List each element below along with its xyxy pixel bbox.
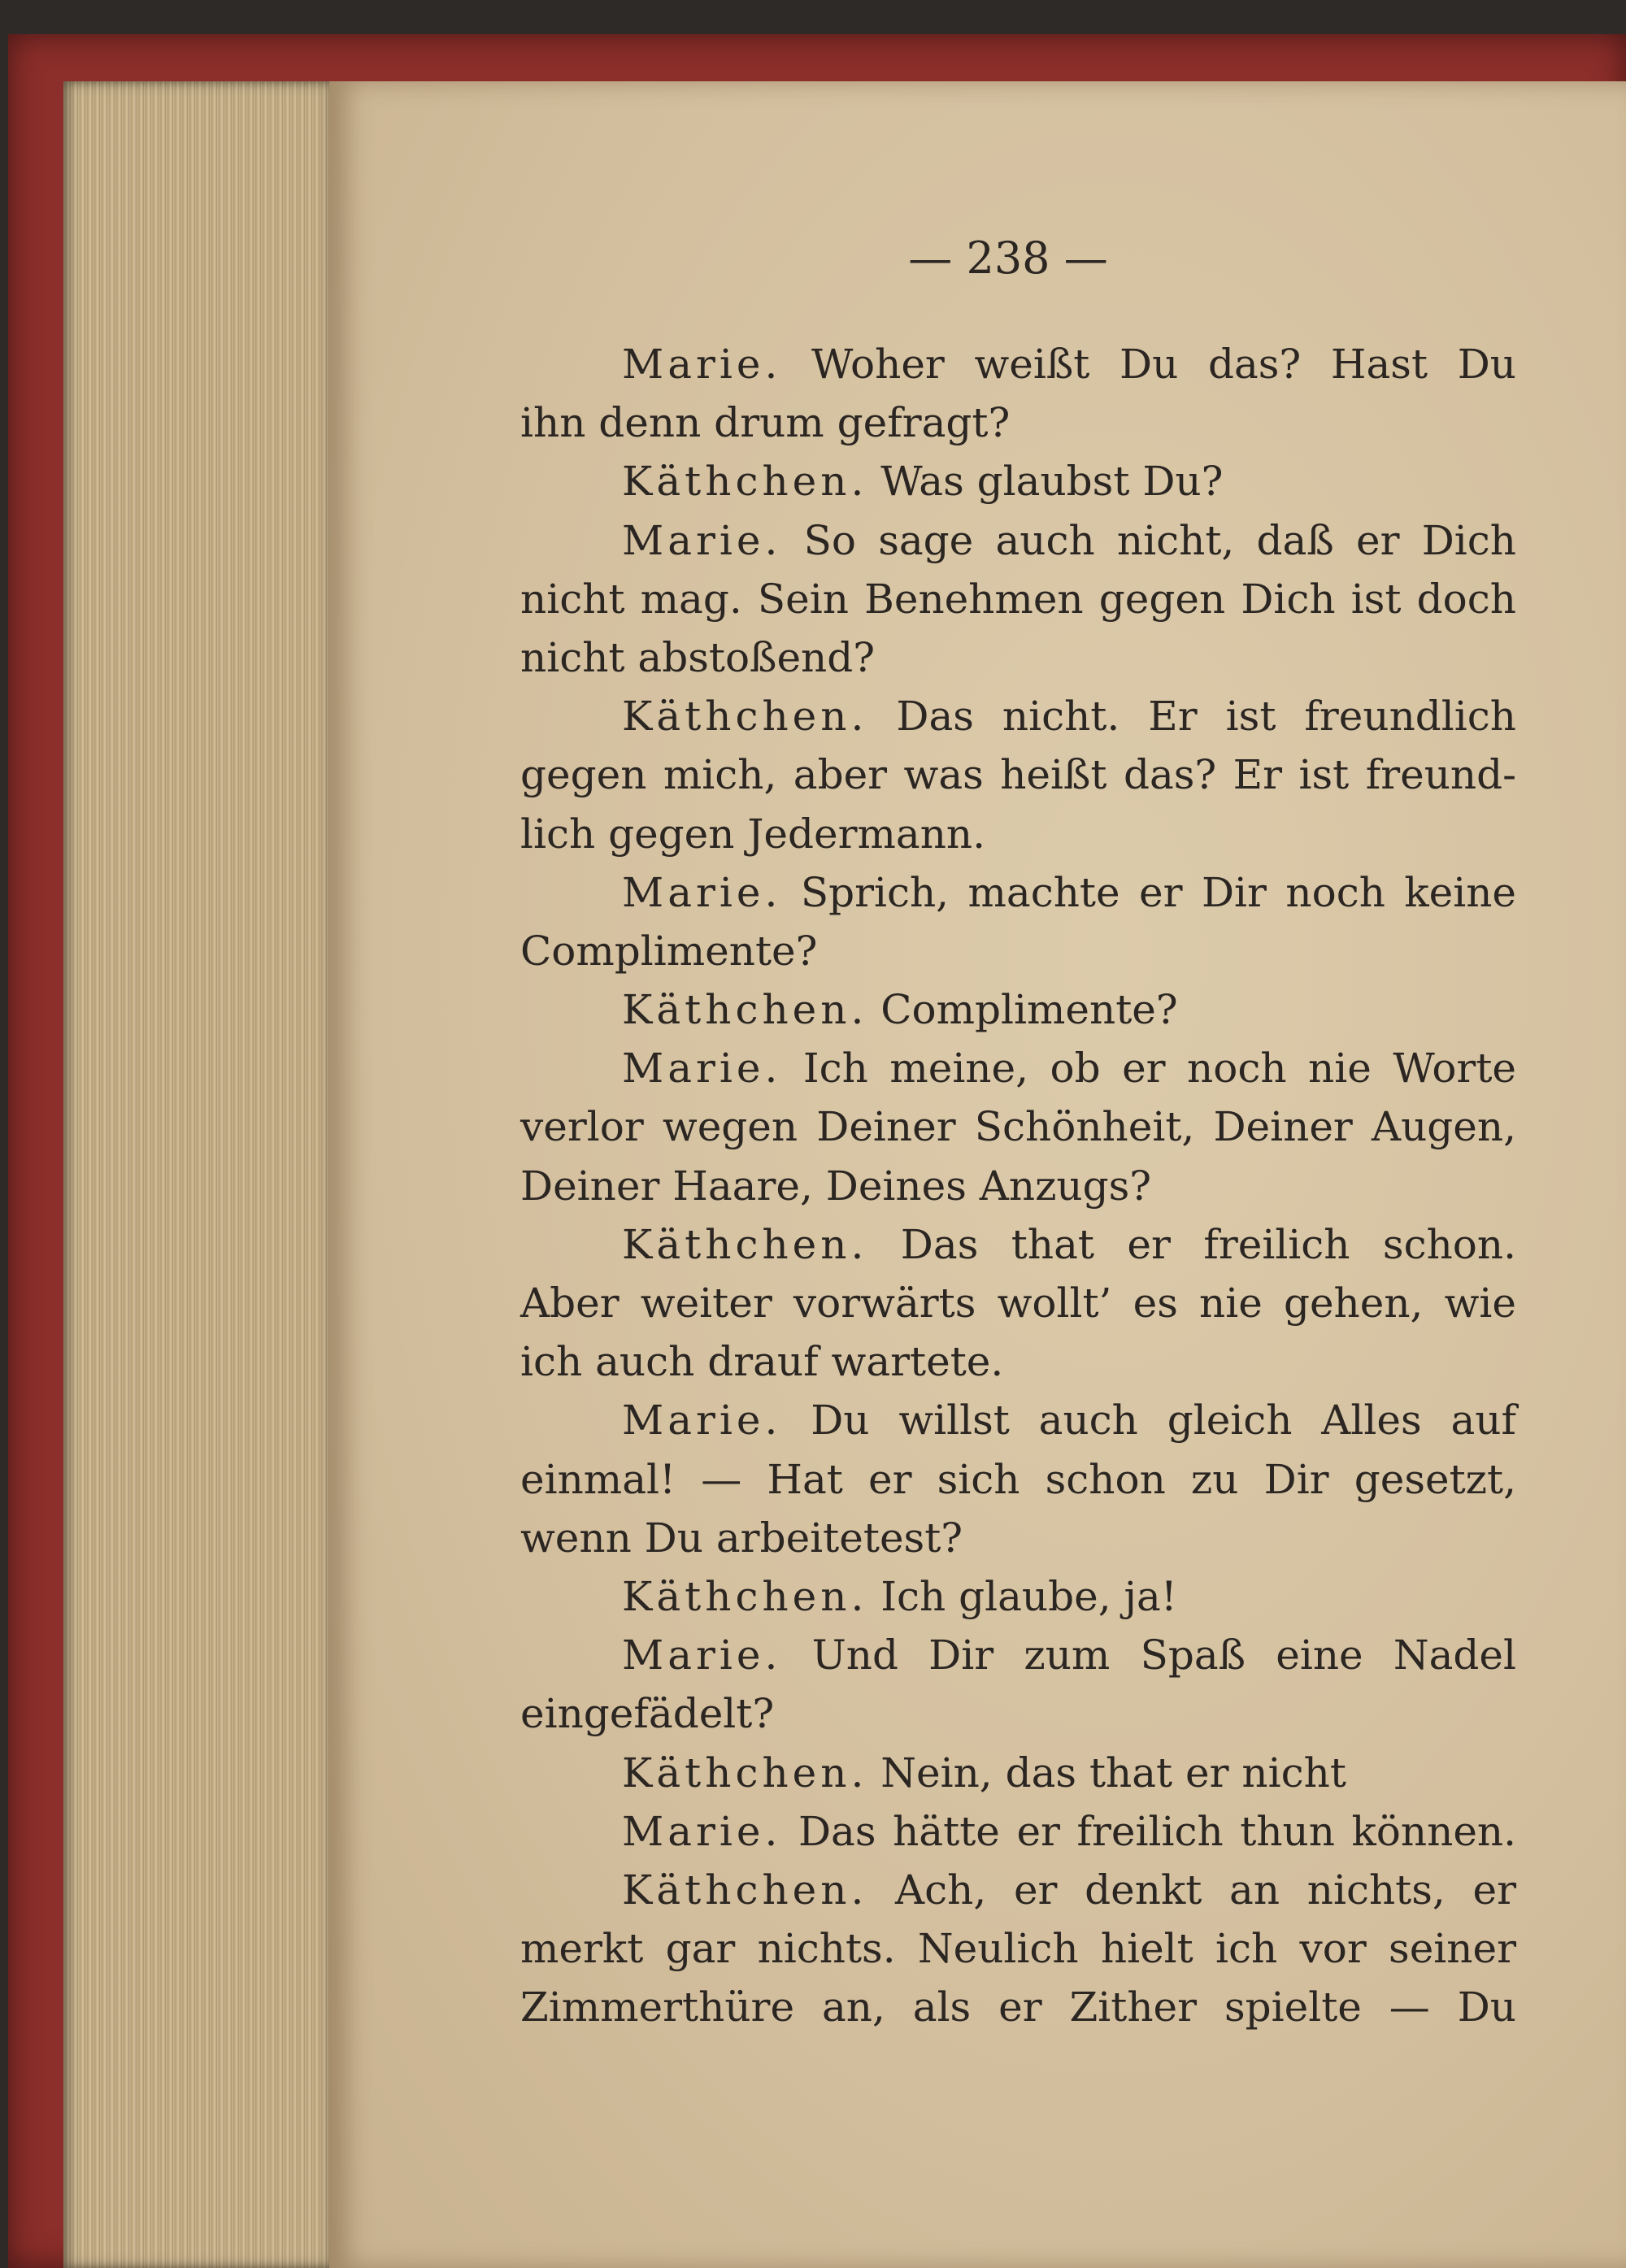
text-line bbox=[520, 1684, 1516, 1743]
page-number: — 238 — bbox=[908, 232, 1108, 284]
text-line bbox=[520, 1215, 1516, 1274]
speaker-name: Marie. bbox=[622, 1631, 782, 1679]
text-line bbox=[520, 452, 1516, 511]
speaker-name: Käthchen. bbox=[622, 986, 868, 1034]
text-line bbox=[520, 1626, 1516, 1684]
text-line bbox=[520, 980, 1516, 1039]
line-text: einmal! — Hat er sich schon zu Dir gesetzt, bbox=[520, 1455, 1516, 1503]
line-text: nicht abstoßend? bbox=[520, 633, 876, 681]
text-line bbox=[520, 1332, 1516, 1391]
speaker-name: Käthchen. bbox=[622, 458, 868, 506]
line-text: Und Dir zum Spaß eine Nadel bbox=[781, 1631, 1516, 1679]
speaker-name: Marie. bbox=[622, 1397, 782, 1445]
speaker-name: Marie. bbox=[622, 1045, 782, 1093]
line-text: lich gegen Jedermann. bbox=[520, 810, 986, 858]
text-line bbox=[520, 1509, 1516, 1567]
text-line bbox=[520, 1039, 1516, 1097]
line-text: Zimmerthüre an, als er Zither spielte — Du bbox=[520, 1983, 1516, 2031]
line-text: ihn denn drum gefragt? bbox=[520, 399, 1011, 447]
text-line bbox=[520, 1274, 1516, 1332]
speaker-name: Käthchen. bbox=[622, 1866, 868, 1914]
text-line bbox=[520, 805, 1516, 863]
line-text: Das nicht. Er ist freundlich bbox=[867, 693, 1516, 741]
line-text: merkt gar nichts. Neulich hielt ich vor seiner bbox=[520, 1925, 1516, 1973]
text-line bbox=[520, 511, 1516, 570]
text-line bbox=[520, 1919, 1516, 1978]
line-text: Aber weiter vorwärts wollt’ es nie gehen, wie bbox=[520, 1280, 1516, 1327]
text-line bbox=[520, 1744, 1516, 1802]
speaker-name: Marie. bbox=[622, 516, 782, 564]
text-line bbox=[520, 1097, 1516, 1156]
text-line bbox=[520, 570, 1516, 628]
speaker-name: Marie. bbox=[622, 341, 782, 388]
dialogue-text bbox=[520, 335, 1516, 2036]
line-text: eingefädelt? bbox=[520, 1690, 775, 1738]
line-text: Du willst auch gleich Alles auf bbox=[781, 1397, 1516, 1445]
text-line bbox=[520, 922, 1516, 980]
line-text: Deiner Haare, Deines Anzugs? bbox=[520, 1162, 1152, 1210]
line-text: Ich meine, ob er noch nie Worte bbox=[781, 1045, 1516, 1093]
text-line bbox=[520, 393, 1516, 452]
text-line bbox=[520, 1567, 1516, 1626]
text-line bbox=[520, 1978, 1516, 2036]
line-text: nicht mag. Sein Benehmen gegen Dich ist doch bbox=[520, 575, 1516, 623]
line-text: Ach, er denkt an nichts, er bbox=[867, 1866, 1516, 1914]
line-text: Complimente? bbox=[867, 986, 1178, 1034]
text-line bbox=[520, 863, 1516, 922]
text-line bbox=[520, 1450, 1516, 1509]
line-text: wenn Du arbeitetest? bbox=[520, 1514, 963, 1562]
text-line bbox=[520, 628, 1516, 687]
line-text: verlor wegen Deiner Schönheit, Deiner Augen, bbox=[520, 1103, 1516, 1151]
line-text: Nein, das that er nicht bbox=[867, 1749, 1346, 1797]
text-line bbox=[520, 1861, 1516, 1919]
line-text: Was glaubst Du? bbox=[867, 458, 1224, 506]
line-text: Ich glaube, ja! bbox=[867, 1572, 1177, 1620]
page-edges bbox=[63, 81, 340, 2268]
line-text: Das hätte er freilich thun können. bbox=[781, 1807, 1516, 1855]
text-line bbox=[520, 335, 1516, 393]
speaker-name: Marie. bbox=[622, 868, 782, 916]
speaker-name: Käthchen. bbox=[622, 1749, 868, 1797]
line-text: ich auch drauf wartete. bbox=[520, 1338, 1004, 1386]
speaker-name: Marie. bbox=[622, 1807, 782, 1855]
line-text: Das that er freilich schon. bbox=[867, 1220, 1516, 1268]
speaker-name: Käthchen. bbox=[622, 1220, 868, 1268]
text-line bbox=[520, 1802, 1516, 1861]
text-line bbox=[520, 687, 1516, 745]
text-line bbox=[520, 745, 1516, 804]
speaker-name: Käthchen. bbox=[622, 1572, 868, 1620]
line-text: Woher weißt Du das? Hast Du bbox=[781, 341, 1516, 388]
line-text: gegen mich, aber was heißt das? Er ist freund- bbox=[520, 751, 1516, 799]
speaker-name: Käthchen. bbox=[622, 693, 868, 741]
text-line bbox=[520, 1391, 1516, 1449]
text-line bbox=[520, 1157, 1516, 1215]
line-text: Sprich, machte er Dir noch keine bbox=[781, 868, 1516, 916]
line-text: So sage auch nicht, daß er Dich bbox=[781, 516, 1516, 564]
line-text: Complimente? bbox=[520, 927, 818, 975]
